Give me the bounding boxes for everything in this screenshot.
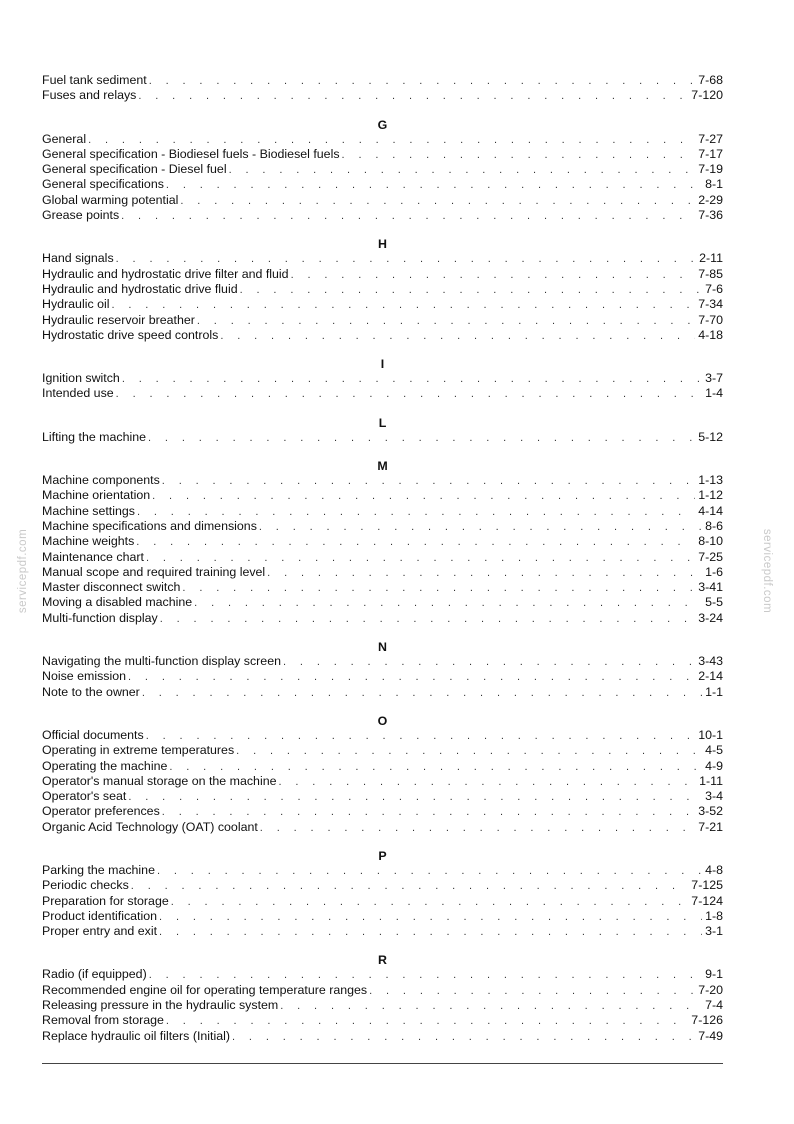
dot-leader xyxy=(162,474,695,488)
entry-title: Periodic checks xyxy=(42,878,129,893)
entry-page-number: 1-11 xyxy=(699,773,723,788)
index-entry[interactable] xyxy=(42,804,723,819)
entry-title: Fuses and relays xyxy=(42,88,137,103)
index-entry[interactable] xyxy=(42,1013,723,1028)
entry-title: General xyxy=(42,131,87,146)
dot-leader xyxy=(194,596,702,610)
entry-page-number: 7-68 xyxy=(698,73,723,87)
index-group xyxy=(42,73,723,104)
index-entry[interactable] xyxy=(42,728,723,743)
index-entry[interactable] xyxy=(42,685,723,700)
dot-leader xyxy=(169,760,702,774)
dot-leader xyxy=(136,535,695,549)
index-entry[interactable] xyxy=(42,251,723,266)
dot-leader xyxy=(166,1014,688,1028)
entry-title: Fuel tank sediment xyxy=(42,73,147,87)
entry-page-number: 7-27 xyxy=(698,131,723,146)
entry-page-number: 7-6 xyxy=(705,281,723,296)
index-group xyxy=(42,237,723,343)
section-letter: M xyxy=(377,459,388,474)
entry-page-number: 5-12 xyxy=(698,429,723,444)
index-entry[interactable] xyxy=(42,863,723,878)
entry-title: Recommended engine oil for operating temperature ranges xyxy=(42,982,368,997)
index-group xyxy=(42,357,723,402)
index-group xyxy=(42,416,723,445)
dot-leader xyxy=(342,148,696,162)
dot-leader xyxy=(116,387,702,401)
index-entry[interactable] xyxy=(42,177,723,192)
entry-title: Navigating the multi-function display screen xyxy=(42,654,281,669)
entry-title: Machine orientation xyxy=(42,488,151,503)
index-entry[interactable] xyxy=(42,789,723,804)
entry-page-number: 7-17 xyxy=(698,146,723,161)
dot-leader xyxy=(160,612,695,626)
dot-leader xyxy=(157,864,702,878)
entry-title: Noise emission xyxy=(42,669,127,684)
index-entry[interactable] xyxy=(42,162,723,177)
entry-title: Official documents xyxy=(42,727,144,742)
entry-title: Operating in extreme temperatures xyxy=(42,743,235,758)
entry-page-number: 1-12 xyxy=(698,488,723,503)
entry-page-number: 3-43 xyxy=(698,654,723,669)
entry-title: General specification - Diesel fuel xyxy=(42,162,227,177)
index-entry[interactable] xyxy=(42,519,723,534)
entry-title: Hydraulic oil xyxy=(42,297,110,312)
entry-page-number: 7-85 xyxy=(698,266,723,281)
dot-leader xyxy=(122,372,702,386)
entry-page-number: 3-4 xyxy=(705,789,723,804)
dot-leader xyxy=(182,581,695,595)
index-entry[interactable] xyxy=(42,894,723,909)
dot-leader xyxy=(149,74,696,88)
entry-title: Master disconnect switch xyxy=(42,580,181,595)
section-letter: I xyxy=(380,357,385,372)
entry-title: Parking the machine xyxy=(42,862,155,877)
entry-page-number: 1-1 xyxy=(705,684,723,699)
dot-leader xyxy=(149,968,702,982)
index-entry[interactable] xyxy=(42,504,723,519)
index-entry[interactable] xyxy=(42,193,723,208)
index-group xyxy=(42,640,723,700)
dot-leader xyxy=(220,329,695,343)
dot-leader xyxy=(291,268,696,282)
dot-leader xyxy=(152,489,695,503)
dot-leader xyxy=(138,89,688,103)
index-entry[interactable] xyxy=(42,1029,723,1044)
index-entry[interactable] xyxy=(42,654,723,669)
dot-leader xyxy=(267,566,702,580)
entry-title: Machine components xyxy=(42,473,160,488)
index-entry[interactable] xyxy=(42,565,723,580)
footer-rule xyxy=(42,1063,723,1064)
index-entry[interactable] xyxy=(42,282,723,297)
entry-page-number: 4-9 xyxy=(705,758,723,773)
section-letter: L xyxy=(378,415,387,430)
index-entry[interactable] xyxy=(42,147,723,162)
entry-page-number: 7-70 xyxy=(698,312,723,327)
entry-title: Hydraulic and hydrostatic drive filter and fluid xyxy=(42,266,289,281)
entry-title: Machine weights xyxy=(42,534,135,549)
entry-page-number: 4-5 xyxy=(705,743,723,758)
entry-page-number: 7-19 xyxy=(698,162,723,177)
entry-title: Operator's manual storage on the machine xyxy=(42,773,277,788)
entry-title: Multi-function display xyxy=(42,610,158,625)
entry-page-number: 8-10 xyxy=(698,534,723,549)
entry-title: Removal from storage xyxy=(42,1013,164,1028)
index-entry[interactable] xyxy=(42,759,723,774)
section-letter: N xyxy=(378,640,387,655)
entry-page-number: 1-8 xyxy=(705,908,723,923)
dot-leader xyxy=(280,999,702,1013)
dot-leader xyxy=(148,431,695,445)
section-letter: R xyxy=(378,953,387,968)
index-entry[interactable] xyxy=(42,534,723,549)
dot-leader xyxy=(259,520,702,534)
entry-title: Ignition switch xyxy=(42,371,120,386)
entry-page-number: 7-36 xyxy=(698,208,723,223)
entry-page-number: 7-4 xyxy=(705,998,723,1013)
entry-page-number: 5-5 xyxy=(705,595,723,610)
dot-leader xyxy=(171,895,689,909)
entry-page-number: 7-34 xyxy=(698,297,723,312)
index-entry[interactable] xyxy=(42,774,723,789)
dot-leader xyxy=(197,314,695,328)
index-entry[interactable] xyxy=(42,473,723,488)
dot-leader xyxy=(111,298,695,312)
entry-title: Manual scope and required training level xyxy=(42,564,266,579)
index-list xyxy=(42,73,723,1044)
index-entry[interactable] xyxy=(42,611,723,626)
entry-page-number: 7-49 xyxy=(698,1028,723,1043)
entry-page-number: 9-1 xyxy=(705,967,723,982)
entry-title: Lifting the machine xyxy=(42,429,147,444)
index-entry[interactable] xyxy=(42,371,723,386)
entry-title: Product identification xyxy=(42,908,158,923)
dot-leader xyxy=(240,283,702,297)
index-entry[interactable] xyxy=(42,386,723,401)
dot-leader xyxy=(142,686,702,700)
dot-leader xyxy=(116,252,696,266)
entry-page-number: 10-1 xyxy=(698,727,723,742)
index-entry[interactable] xyxy=(42,430,723,445)
index-entry[interactable] xyxy=(42,208,723,223)
index-group xyxy=(42,118,723,224)
entry-title: Intended use xyxy=(42,386,114,401)
dot-leader xyxy=(131,879,689,893)
dot-leader xyxy=(128,670,695,684)
entry-title: Moving a disabled machine xyxy=(42,595,193,610)
index-entry[interactable] xyxy=(42,595,723,610)
entry-page-number: 4-8 xyxy=(705,862,723,877)
entry-title: Proper entry and exit xyxy=(42,924,158,939)
index-group xyxy=(42,459,723,626)
dot-leader xyxy=(180,194,695,208)
entry-page-number: 7-124 xyxy=(691,893,723,908)
dot-leader xyxy=(128,790,702,804)
entry-page-number: 4-18 xyxy=(698,327,723,342)
entry-title: Radio (if equipped) xyxy=(42,967,147,982)
entry-page-number: 3-7 xyxy=(705,371,723,386)
entry-title: Organic Acid Technology (OAT) coolant xyxy=(42,819,258,834)
index-entry[interactable] xyxy=(42,998,723,1013)
dot-leader xyxy=(146,551,695,565)
entry-page-number: 8-1 xyxy=(705,177,723,192)
index-entry[interactable] xyxy=(42,983,723,998)
entry-page-number: 8-6 xyxy=(705,518,723,533)
dot-leader xyxy=(121,209,695,223)
entry-title: Replace hydraulic oil filters (Initial) xyxy=(42,1028,230,1043)
watermark-right: servicepdf.com xyxy=(761,528,774,614)
index-group xyxy=(42,849,723,939)
entry-title: General specification - Biodiesel fuels - Biodiesel fuels xyxy=(42,146,340,161)
entry-page-number: 4-14 xyxy=(698,503,723,518)
entry-title: Machine specifications and dimensions xyxy=(42,518,257,533)
entry-page-number: 7-120 xyxy=(691,88,723,103)
entry-page-number: 7-125 xyxy=(691,878,723,893)
entry-page-number: 7-21 xyxy=(698,819,723,834)
index-group xyxy=(42,714,723,835)
dot-leader xyxy=(162,805,695,819)
dot-leader xyxy=(236,744,702,758)
entry-page-number: 3-52 xyxy=(698,804,723,819)
entry-title: General specifications xyxy=(42,177,164,192)
entry-title: Operator preferences xyxy=(42,804,160,819)
dot-leader xyxy=(146,729,695,743)
entry-title: Machine settings xyxy=(42,503,135,518)
entry-title: Operator's seat xyxy=(42,789,127,804)
index-entry[interactable] xyxy=(42,73,723,88)
index-entry[interactable] xyxy=(42,669,723,684)
index-entry[interactable] xyxy=(42,743,723,758)
index-entry[interactable] xyxy=(42,924,723,939)
dot-leader xyxy=(232,1030,695,1044)
dot-leader xyxy=(229,163,696,177)
entry-page-number: 7-25 xyxy=(698,549,723,564)
entry-title: Releasing pressure in the hydraulic system xyxy=(42,998,279,1013)
entry-title: Note to the owner xyxy=(42,684,140,699)
entry-title: Hydraulic and hydrostatic drive fluid xyxy=(42,281,238,296)
entry-title: Operating the machine xyxy=(42,758,168,773)
dot-leader xyxy=(278,775,696,789)
entry-page-number: 3-1 xyxy=(705,924,723,939)
index-entry[interactable] xyxy=(42,909,723,924)
entry-page-number: 3-41 xyxy=(698,580,723,595)
index-entry[interactable] xyxy=(42,313,723,328)
section-letter: H xyxy=(378,237,387,252)
entry-page-number: 3-24 xyxy=(698,610,723,625)
index-entry[interactable] xyxy=(42,297,723,312)
index-group xyxy=(42,953,723,1043)
index-entry[interactable] xyxy=(42,580,723,595)
entry-title: Hand signals xyxy=(42,251,114,266)
entry-title: Grease points xyxy=(42,208,120,223)
index-entry[interactable] xyxy=(42,132,723,147)
dot-leader xyxy=(283,655,695,669)
index-entry[interactable] xyxy=(42,488,723,503)
dot-leader xyxy=(159,910,702,924)
entry-page-number: 1-4 xyxy=(705,386,723,401)
index-entry[interactable] xyxy=(42,878,723,893)
watermark-left: servicepdf.com xyxy=(17,528,30,614)
entry-page-number: 2-11 xyxy=(699,251,723,266)
index-entry[interactable] xyxy=(42,88,723,103)
entry-title: Maintenance chart xyxy=(42,549,144,564)
dot-leader xyxy=(88,133,695,147)
dot-leader xyxy=(369,984,695,998)
entry-page-number: 2-14 xyxy=(698,669,723,684)
index-entry[interactable] xyxy=(42,550,723,565)
entry-page-number: 1-13 xyxy=(698,473,723,488)
entry-title: Preparation for storage xyxy=(42,893,169,908)
index-entry[interactable] xyxy=(42,967,723,982)
index-entry[interactable] xyxy=(42,820,723,835)
entry-page-number: 2-29 xyxy=(698,192,723,207)
section-letter: G xyxy=(377,117,388,132)
dot-leader xyxy=(159,925,702,939)
entry-title: Hydrostatic drive speed controls xyxy=(42,327,219,342)
dot-leader xyxy=(260,821,695,835)
entry-page-number: 7-20 xyxy=(698,982,723,997)
dot-leader xyxy=(166,178,702,192)
section-letter: P xyxy=(378,848,387,863)
index-entry[interactable] xyxy=(42,328,723,343)
entry-page-number: 7-126 xyxy=(691,1013,723,1028)
dot-leader xyxy=(137,505,695,519)
entry-title: Hydraulic reservoir breather xyxy=(42,312,195,327)
entry-page-number: 1-6 xyxy=(705,564,723,579)
index-entry[interactable] xyxy=(42,267,723,282)
section-letter: O xyxy=(377,713,388,728)
entry-title: Global warming potential xyxy=(42,192,179,207)
